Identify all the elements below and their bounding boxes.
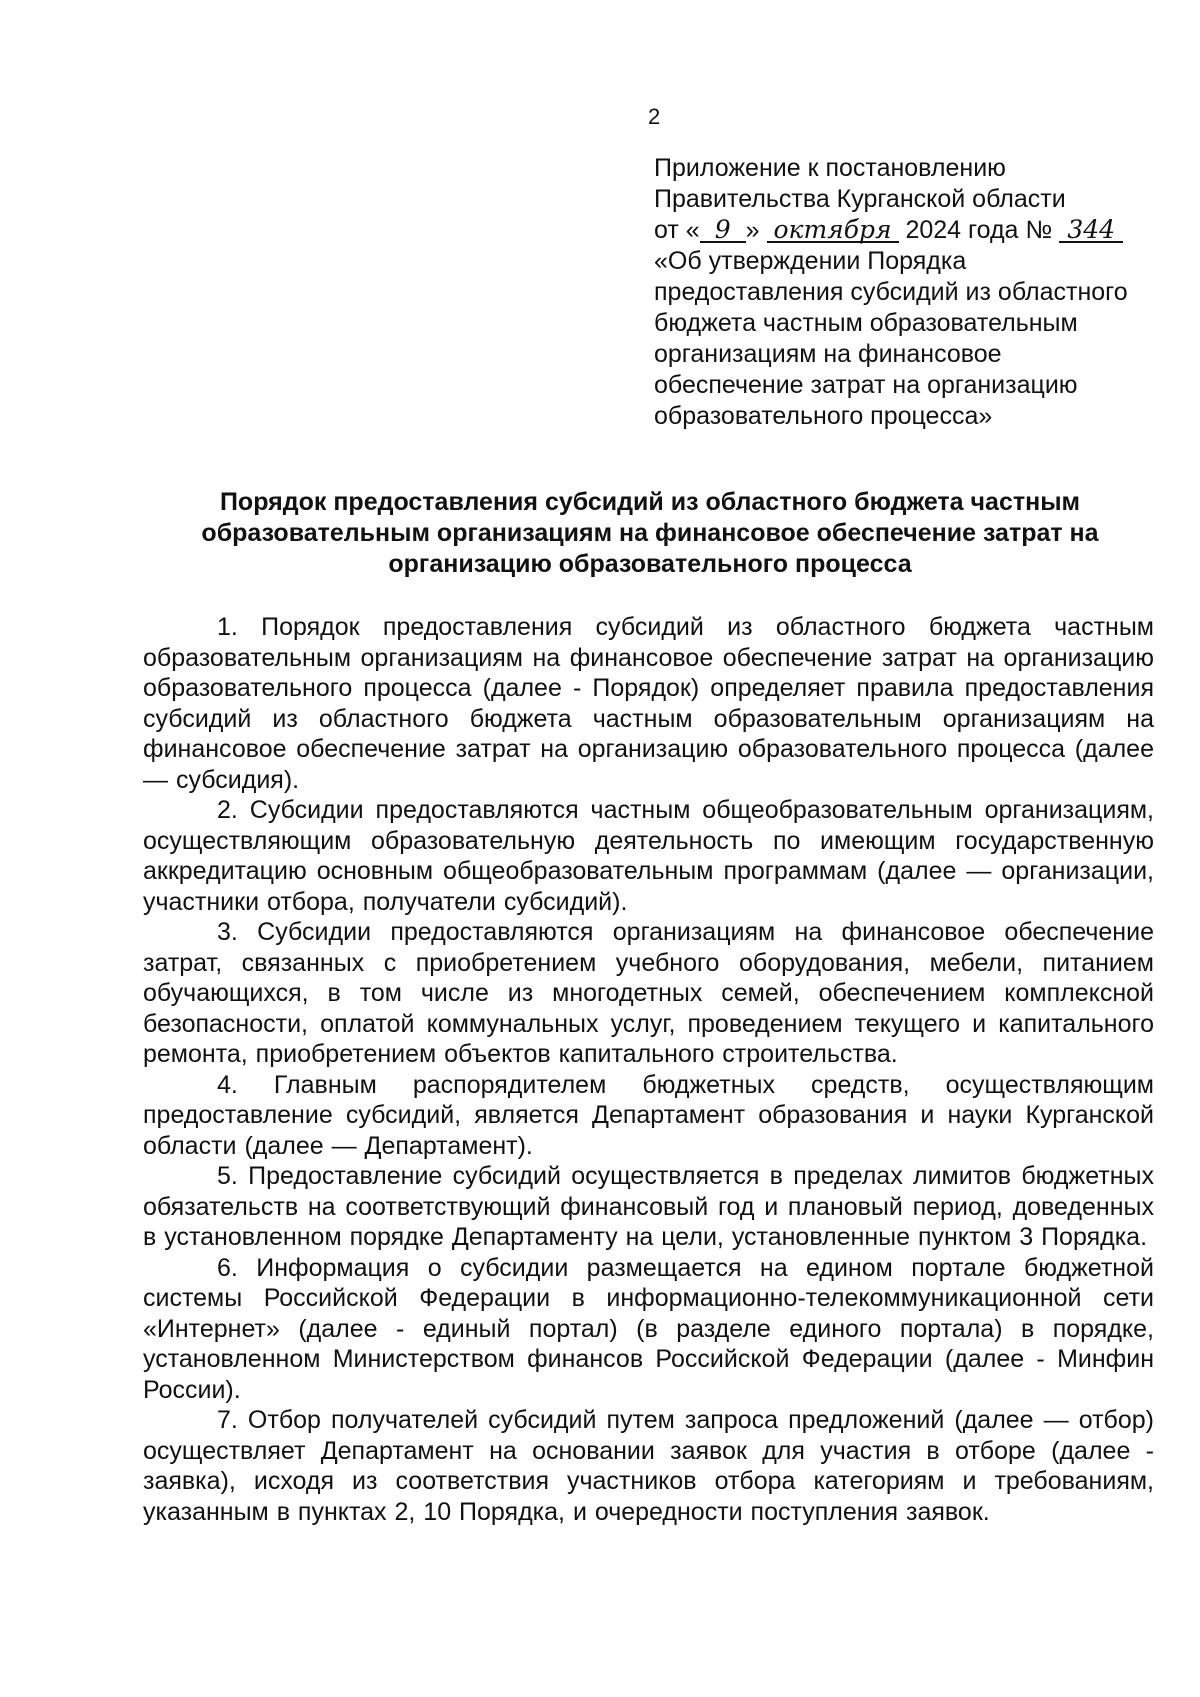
appendix-header — [654, 153, 1174, 432]
document-body — [143, 612, 1154, 1527]
paragraph-6: 6. Информация о субсидии размещается на едином портале бюджетной системы Российской Федерации в информационно-телекоммуникационной сети «Интернет» (далее - единый портал) (в разделе единого портала) в порядке, установленном Министерством финансов Российской Федерации (далее - Минфин России). — [143, 1253, 1154, 1404]
date-prefix: от « — [654, 216, 700, 244]
paragraph-7: 7. Отбор получателей субсидий путем запроса предложений (далее — отбор) осуществляет Департамент на основании заявок для участия в отборе (далее - заявка), исходя из соответствия участников отбора категориям и требованиям, указанным в пунктах 2, 10 Порядка, и очередности поступления заявок. — [143, 1406, 1154, 1526]
date-mid: » — [745, 216, 760, 244]
appendix-line: Приложение к постановлению — [654, 154, 1006, 182]
appendix-line: «Об утверждении Порядка — [654, 247, 967, 275]
appendix-line: организациям на финансовое — [654, 340, 1002, 368]
title-line: организацию образовательного процесса — [388, 550, 912, 578]
document-title — [150, 487, 1150, 580]
handwritten-month: октября — [767, 219, 899, 243]
appendix-line: бюджета частным образовательным — [654, 309, 1078, 337]
title-line: Порядок предоставления субсидий из областного бюджета частным — [219, 488, 1081, 516]
appendix-date-line — [654, 215, 1174, 246]
handwritten-number: 344 — [1059, 219, 1123, 243]
title-line: образовательным организациям на финансовое обеспечение затрат на — [201, 519, 1099, 547]
page-number: 2 — [648, 104, 661, 129]
appendix-line: обеспечение затрат на организацию — [654, 371, 1078, 399]
appendix-line: предоставления субсидий из областного — [654, 278, 1128, 306]
paragraph-5: 5. Предоставление субсидий осуществляется в пределах лимитов бюджетных обязательств на соответствующий финансовый год и плановый период, доведенных в установленном порядке Департаменту на цели, установленные пунктом 3 Порядка. — [143, 1162, 1154, 1251]
appendix-line: Правительства Курганской области — [654, 185, 1066, 213]
handwritten-day: 9 — [700, 219, 746, 243]
appendix-line: образовательного процесса» — [654, 402, 993, 430]
paragraph-1: 1. Порядок предоставления субсидий из областного бюджета частным образовательным организациям на финансовое обеспечение затрат на организацию образовательного процесса (далее - Порядок) определяет правила предоставления субсидий из областного бюджета частным образовательным организациям на финансовое обеспечение затрат на организацию образовательного процесса (далее — субсидия). — [143, 613, 1154, 794]
date-year: 2024 года № — [905, 216, 1053, 244]
paragraph-2: 2. Субсидии предоставляются частным общеобразовательным организациям, осуществляющим образовательную деятельность по имеющим государственную аккредитацию основным общеобразовательным программам (далее — организации, участники отбора, получатели субсидий). — [143, 796, 1154, 916]
paragraph-4: 4. Главным распорядителем бюджетных средств, осуществляющим предоставление субсидий, является Департамент образования и науки Курганской области (далее — Департамент). — [143, 1070, 1154, 1160]
paragraph-3: 3. Субсидии предоставляются организациям на финансовое обеспечение затрат, связанных с приобретением учебного оборудования, мебели, питанием обучающихся, в том числе из многодетных семей, обеспечением комплексной безопасности, оплатой коммунальных услуг, проведением текущего и капитального ремонта, приобретением объектов капитального строительства. — [143, 918, 1154, 1068]
